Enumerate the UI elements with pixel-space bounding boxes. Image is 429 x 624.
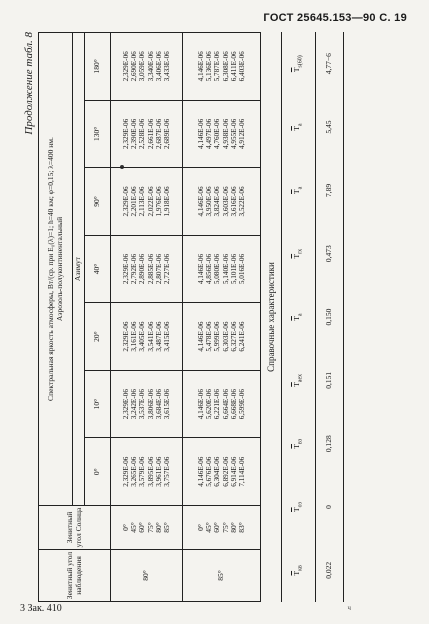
- reference-value: 7,89: [316, 159, 344, 222]
- reference-subscript: кв: [297, 565, 304, 571]
- sun-angle: 75°: [220, 522, 230, 533]
- value: 5,787E-06: [213, 51, 222, 82]
- sun-angle: 45°: [129, 522, 139, 533]
- value: 5,676E-06: [205, 456, 214, 487]
- reference-label: [282, 539, 316, 602]
- reference-value: 4,77−6: [316, 32, 344, 95]
- values-cell: [183, 438, 261, 506]
- value: 3,433E-06: [162, 51, 171, 82]
- sun-angle: 80°: [153, 522, 163, 533]
- value: 2,885E-06: [146, 253, 155, 285]
- spectral-brightness-table: [38, 32, 261, 602]
- reference-subscript: a: [297, 313, 304, 317]
- azimuth-col-header: 10°: [85, 370, 111, 438]
- value: 6,411E-06: [229, 51, 238, 82]
- value: 6,327E-06: [229, 321, 238, 352]
- azimuth-col-header: 90°: [85, 168, 111, 236]
- col-sun-header: Зенитный угол Солнца: [39, 506, 111, 550]
- value: 6,599E-06: [237, 389, 246, 420]
- values-cell: [183, 168, 261, 236]
- sun-angle: 0°: [120, 524, 130, 531]
- value: 3,161E-06: [130, 321, 139, 352]
- reference-subscript: rx: [297, 248, 304, 254]
- value: 3,757E-06: [162, 456, 171, 487]
- azimuth-col-header: 130°: [85, 100, 111, 168]
- value: 3,415E-06: [162, 321, 171, 352]
- page-header: ГОСТ 25645.153—90 С. 19: [263, 12, 407, 24]
- value: 2,329E-06: [121, 51, 130, 82]
- values-cell: [111, 438, 183, 506]
- col-obs-header: Зенитный угол наблюдения: [39, 550, 111, 602]
- sun-angle: 80°: [228, 522, 238, 533]
- reference-value: 0,150: [316, 285, 344, 348]
- reference-symbol: $\overline{T}$: [291, 316, 301, 321]
- value: 5,080E-06: [213, 253, 222, 285]
- value: 3,059E-06: [138, 51, 147, 82]
- value: 4,938E-06: [221, 118, 230, 149]
- value: 6,668E-06: [229, 389, 238, 420]
- values-cell: [111, 33, 183, 101]
- value: 3,895E-06: [146, 456, 155, 487]
- value: 5,140E-06: [221, 253, 230, 285]
- value: 4,760E-06: [213, 118, 222, 149]
- value: 4,497E-06: [205, 118, 214, 149]
- value: 2,807E-06: [154, 253, 163, 285]
- value: 4,146E-06: [196, 321, 205, 352]
- value: 4,856E-06: [205, 253, 214, 285]
- value: 5,016E-06: [237, 253, 246, 285]
- value: 4,146E-06: [196, 118, 205, 149]
- value: 2,792E-06: [130, 253, 139, 285]
- value: 6,308E-06: [221, 51, 230, 82]
- sun-angles-cell: [111, 506, 183, 550]
- values-cell: [111, 303, 183, 371]
- value: 5,136E-06: [205, 51, 214, 82]
- value: 6,914E-06: [229, 456, 238, 487]
- reference-label: [282, 222, 316, 285]
- value: 2,329E-06: [121, 389, 130, 420]
- value: 3,806E-06: [146, 389, 155, 420]
- value: 3,340E-06: [146, 51, 155, 82]
- value: 3,537E-06: [138, 389, 147, 420]
- value: 4,955E-06: [229, 118, 238, 149]
- value: 3,616E-06: [229, 186, 238, 217]
- value: 4,146E-06: [196, 253, 205, 285]
- value: 2,329E-06: [121, 253, 130, 285]
- value: 1,918E-06: [162, 186, 171, 217]
- sun-angle: 85°: [161, 522, 171, 533]
- value: 3,242E-06: [130, 389, 139, 420]
- reference-symbol: $\overline{T}$: [291, 507, 301, 512]
- value: 6,221E-06: [213, 389, 222, 420]
- azimuth-col-header: 0°: [85, 438, 111, 506]
- value: 3,265E-06: [130, 456, 139, 487]
- reference-symbol: $\overline{T}$: [291, 382, 301, 387]
- reference-symbol: $\overline{T}$: [291, 253, 301, 259]
- value: 6,304E-06: [213, 456, 222, 487]
- value: 5,620E-06: [205, 389, 214, 420]
- value: 3,615E-06: [162, 389, 171, 420]
- rotated-table-block: [20, 32, 420, 602]
- reference-label: [282, 475, 316, 538]
- value: 3,487E-06: [154, 321, 163, 352]
- value: 2,528E-06: [138, 118, 147, 149]
- sun-angle: 75°: [145, 522, 155, 533]
- reference-symbol: $\overline{T}$: [291, 570, 301, 576]
- value: 3,824E-06: [213, 186, 222, 217]
- value: 4,146E-06: [196, 186, 205, 217]
- reference-value: 0,473: [316, 222, 344, 285]
- table-title: Спектральная яркость атмосферы, Вт/(ср. при E₀(λ)=1; h=40 км; φ=0,15; λ=400 нм. Аэрозоль-полуконтинентальный: [39, 33, 73, 506]
- value: 6,892E-06: [221, 456, 230, 487]
- reference-label: [282, 159, 316, 222]
- values-cell: [183, 33, 261, 101]
- value: 3,522E-06: [237, 186, 246, 217]
- value: 6,664E-06: [221, 389, 230, 420]
- reference-subscript: a: [297, 123, 304, 127]
- value: 2,329E-06: [121, 118, 130, 149]
- reference-label: [282, 32, 316, 95]
- value: 2,689E-06: [162, 118, 171, 149]
- azimuth-col-header: 20°: [85, 303, 111, 371]
- value: 6,303E-06: [221, 321, 230, 352]
- sun-angle: 0°: [195, 524, 205, 531]
- sun-angle: 60°: [212, 522, 222, 533]
- value: 5,999E-06: [213, 321, 222, 352]
- sun-angle: 83°: [236, 522, 246, 533]
- value: 3,950E-06: [205, 186, 214, 217]
- value: 3,541E-06: [146, 321, 155, 352]
- value: 6,403E-06: [237, 51, 246, 82]
- reference-subscript: оз: [297, 502, 304, 508]
- reference-symbol: $\overline{T}$: [291, 67, 301, 73]
- value: 4,912E-06: [237, 118, 246, 149]
- reference-subscript: аех: [297, 373, 304, 383]
- reference-value: 0,022: [316, 539, 344, 602]
- values-cell: [111, 370, 183, 438]
- value: 1,976E-06: [154, 186, 163, 217]
- values-cell: [111, 100, 183, 168]
- value: 6,241E-06: [237, 321, 246, 352]
- reference-value: 0: [316, 475, 344, 538]
- values-cell: [183, 235, 261, 303]
- value: 5,101E-06: [229, 253, 238, 285]
- value: 2,890E-06: [138, 253, 147, 285]
- reference-value: 0,151: [316, 349, 344, 412]
- value: 2,329E-06: [121, 456, 130, 487]
- reference-label: [282, 95, 316, 158]
- values-cell: [183, 100, 261, 168]
- sun-angle: 60°: [137, 522, 147, 533]
- reference-label: [282, 349, 316, 412]
- reference-value: 5,45: [316, 95, 344, 158]
- page-footer: 3 Зак. 410: [20, 603, 62, 614]
- sun-angles-cell: [183, 506, 261, 550]
- obs-angle-cell: 80°: [111, 550, 183, 602]
- value: 3,405E-06: [138, 321, 147, 352]
- value: 5,478E-06: [205, 321, 214, 352]
- azimuth-col-header: 40°: [85, 235, 111, 303]
- value: 3,684E-06: [154, 389, 163, 420]
- value: 2,022E-06: [146, 186, 155, 217]
- reference-label: [282, 285, 316, 348]
- value: 2,329E-06: [121, 186, 130, 217]
- reference-table: [281, 32, 344, 602]
- reference-subscript: вз: [297, 438, 304, 444]
- value: 4,146E-06: [196, 51, 205, 82]
- values-cell: [111, 235, 183, 303]
- reference-subscript: a: [297, 186, 304, 190]
- values-cell: [183, 303, 261, 371]
- value: 2,661E-06: [146, 118, 155, 149]
- value: 3,961E-06: [154, 456, 163, 487]
- reference-symbol: $\overline{T}$: [291, 189, 301, 194]
- value: 2,201E-06: [130, 186, 139, 217]
- value: 2,329E-06: [121, 321, 130, 352]
- reference-symbol: $\overline{T}$: [291, 443, 301, 449]
- sun-angle: 45°: [204, 522, 214, 533]
- value: 7,114E-06: [237, 456, 246, 487]
- value: 2,727E-06: [162, 253, 171, 285]
- obs-angle-cell: 85°: [183, 550, 261, 602]
- table-caption: Продолжение табл. 8: [23, 32, 35, 135]
- reference-symbol: $\overline{T}$: [291, 126, 301, 131]
- values-cell: [111, 168, 183, 236]
- reference-value: 0,128: [316, 412, 344, 475]
- values-cell: [183, 370, 261, 438]
- value: 3,406E-06: [154, 51, 163, 82]
- value: 2,690E-06: [130, 51, 139, 82]
- value: 4,146E-06: [196, 389, 205, 420]
- value: 2,687E-06: [154, 118, 163, 149]
- value: 3,603E-06: [221, 186, 230, 217]
- value: 3,579E-06: [138, 456, 147, 487]
- value: 4,146E-06: [196, 456, 205, 487]
- value: 2,390E-06: [130, 118, 139, 149]
- footer-mark: ч: [347, 604, 351, 612]
- azimuth-header: Азимут: [73, 33, 85, 506]
- azimuth-col-header: 180°: [85, 33, 111, 101]
- reference-title: Справочные характеристики: [266, 262, 276, 372]
- value: 2,113E-06: [138, 186, 147, 217]
- reference-subscript: s(60): [297, 55, 304, 68]
- reference-label: [282, 412, 316, 475]
